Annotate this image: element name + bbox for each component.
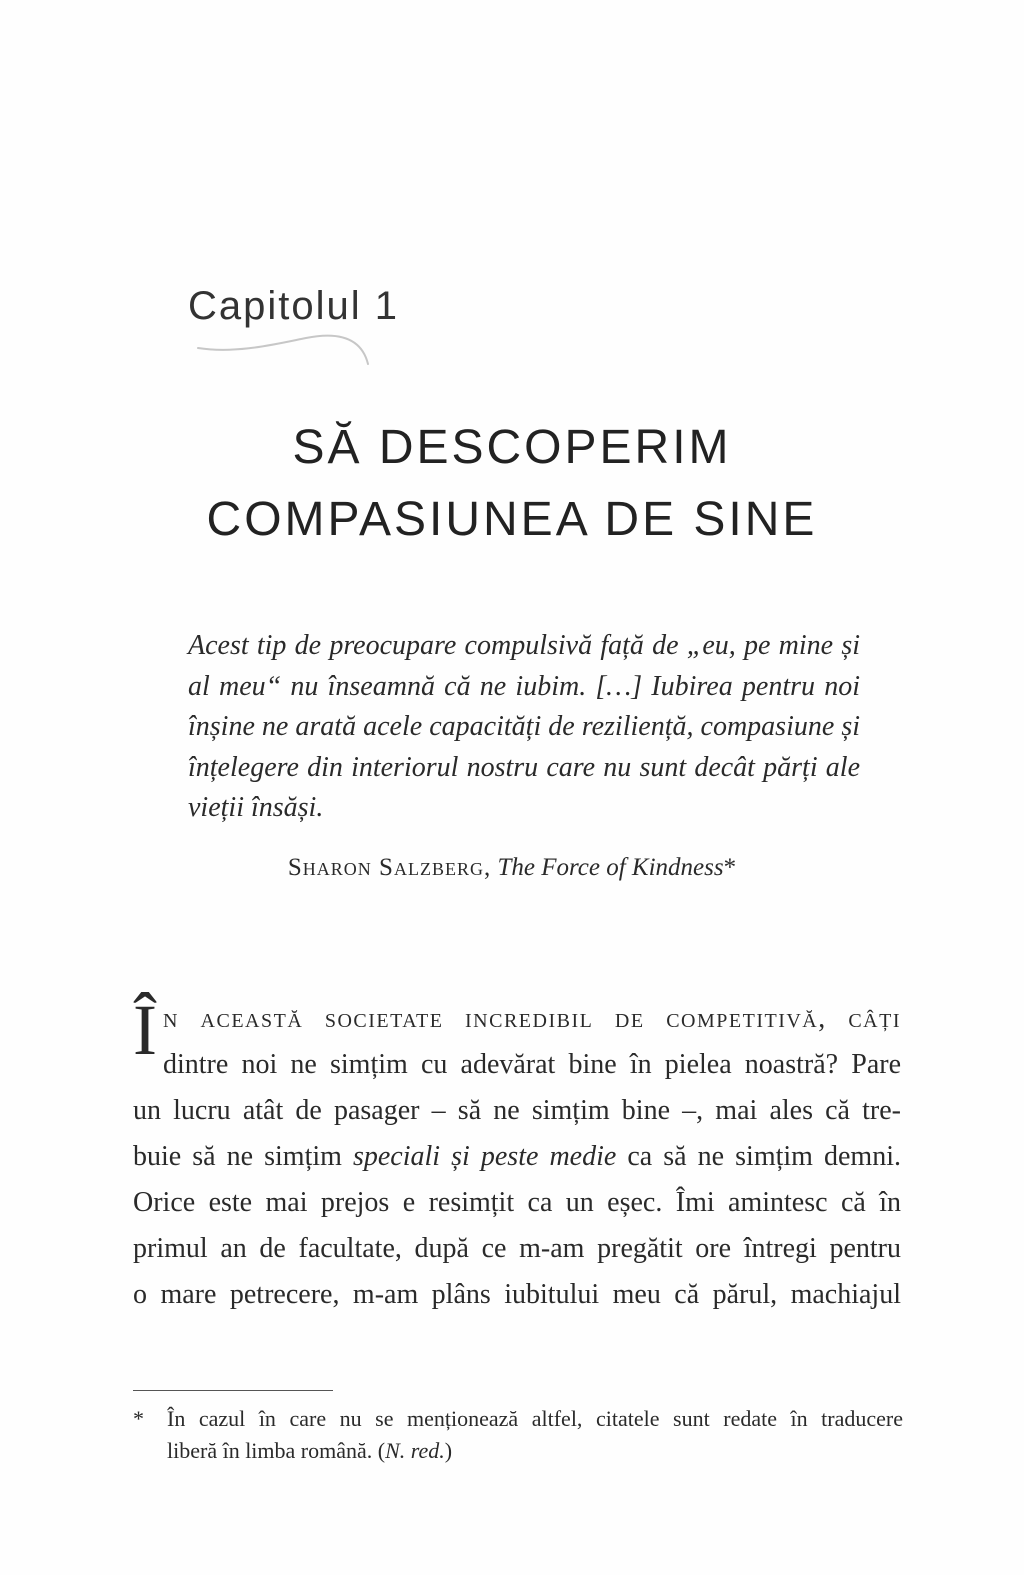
- chapter-title-line-2: COMPASIUNEA DE SINE: [206, 493, 818, 546]
- footnote-line: În cazul în care nu se menționează altfel, citatele sunt redate în traducere: [167, 1406, 903, 1431]
- epigraph-line: Acest tip de preocupare compulsivă față de „eu, pe mine și: [188, 630, 860, 661]
- epigraph-author: Sharon Salzberg,: [287, 854, 492, 881]
- body-text-run: buie să ne simțim: [133, 1141, 353, 1172]
- chapter-title: [0, 412, 1024, 556]
- epigraph-line: vieții însăși.: [188, 792, 324, 823]
- chapter-title-line-1: SĂ DESCOPERIM: [292, 421, 732, 474]
- footnote-separator: [133, 1390, 333, 1391]
- editor-abbreviation: N. red.: [385, 1438, 445, 1463]
- footnote-line: [167, 1435, 903, 1467]
- body-line: dintre noi ne simțim cu adevărat bine în pielea noastră? Pare: [163, 1049, 901, 1080]
- footnote: [133, 1403, 903, 1467]
- decorative-swash: [196, 326, 376, 372]
- epigraph-line: înțelegere din interiorul nostru care nu sunt decât părți ale: [188, 751, 860, 783]
- epigraph-book-title: The Force of Kindness: [497, 854, 724, 881]
- footnote-text: [167, 1403, 903, 1467]
- body-line: primul an de facultate, după ce m-am pregătit ore întregi pentru: [133, 1233, 901, 1264]
- body-text-run: ca să ne simțim demni.: [616, 1141, 901, 1172]
- footnote-text-run: liberă în limba română. (: [167, 1438, 386, 1463]
- epigraph-line: al meu“ nu înseamnă că ne iubim. […] Iubirea pentru noi: [188, 670, 860, 702]
- footnote-text-run: ): [444, 1438, 453, 1463]
- chapter-label: Capitolul 1: [188, 284, 400, 328]
- body-paragraph: [133, 996, 901, 1318]
- body-line: n această societate incredibil de competitivă, câți: [163, 1003, 901, 1034]
- body-line: o mare petrecere, m-am plâns iubitului meu că părul, machiajul: [133, 1279, 901, 1310]
- body-line: [133, 1134, 901, 1180]
- footnote-marker: *: [133, 1406, 144, 1431]
- body-line: Orice este mai prejos e resimțit ca un eșec. Îmi amintesc că în: [133, 1187, 901, 1218]
- drop-cap: Î: [133, 990, 157, 1070]
- epigraph-line: înșine ne arată acele capacități de reziliență, compasiune și: [188, 711, 860, 742]
- emphasis-text: speciali și peste medie: [352, 1141, 617, 1172]
- footnote-reference-mark: *: [723, 854, 737, 881]
- epigraph-quote: [188, 626, 860, 829]
- body-line: un lucru atât de pasager – să ne simțim bine –, mai ales că tre-: [133, 1095, 901, 1126]
- epigraph-attribution: [0, 854, 1024, 882]
